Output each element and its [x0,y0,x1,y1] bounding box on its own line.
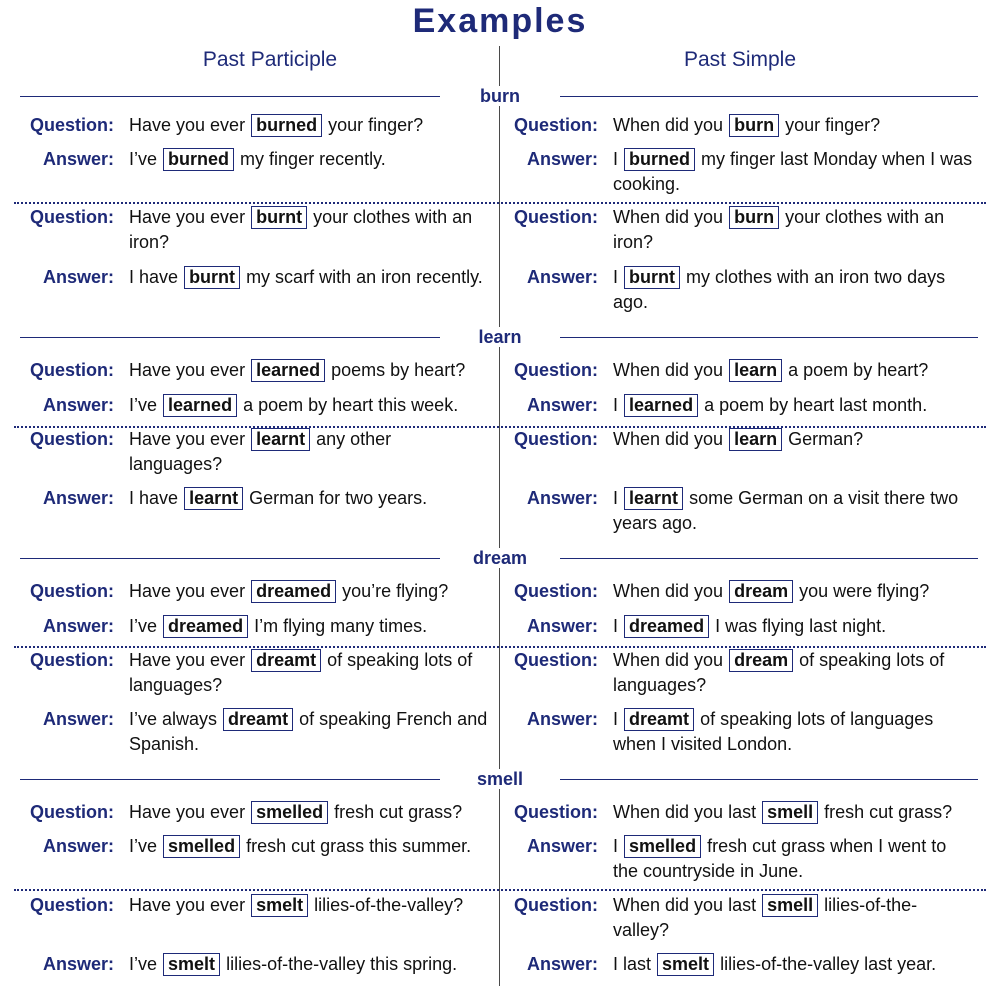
verb-box: learned [251,359,325,382]
a-text-after: I was flying last night. [715,616,887,636]
a-text-after: fresh cut grass this summer. [246,836,472,856]
answer-label: Answer: [42,836,114,856]
q-text-before: When did you last [613,802,757,822]
question-text [129,205,489,255]
a-text-before: I’ve always [129,709,218,729]
column-header-past-simple: Past Simple [683,48,797,71]
question-label: Question: [514,429,598,449]
q-text-before: Have you ever [129,207,246,227]
verb-box: dream [729,649,793,672]
q-text-after: German? [788,429,864,449]
question-text [613,893,973,943]
a-text-before: I’ve [129,954,158,974]
a-text-before: I [613,836,619,856]
q-text-before: When did you [613,429,724,449]
a-text-before: I’ve [129,616,158,636]
q-text-before: Have you ever [129,360,246,380]
q-text-after: your clothes with an iron? [613,207,945,252]
question-text [129,648,489,698]
verb-box: smelled [624,835,701,858]
q-text-before: When did you [613,650,724,670]
a-text-after: my finger recently. [240,149,386,169]
question-text [129,579,489,604]
question-label: Question: [514,115,598,135]
section-verb-heading: burn [440,86,560,106]
q-text-before: When did you [613,581,724,601]
question-label: Question: [514,360,598,380]
verb-box: dreamt [223,708,293,731]
verb-box: learnt [251,428,310,451]
verb-box: smelt [657,953,714,976]
a-text-after: my clothes with an iron two days ago. [613,267,946,312]
q-text-after: lilies-of-the-valley? [314,895,464,915]
verb-box: smell [762,894,818,917]
page-title: Examples [412,2,588,40]
answer-label: Answer: [42,709,114,729]
a-text-after: some German on a visit there two years ago. [613,488,959,533]
q-text-before: When did you [613,360,724,380]
verb-box: dreamt [251,649,321,672]
a-text-after: my scarf with an iron recently. [246,267,483,287]
a-text-before: I [613,709,619,729]
verb-box: learned [163,394,237,417]
question-text [129,113,489,138]
q-text-after: lilies-of-the-valley? [613,895,918,940]
answer-text [129,486,489,511]
question-text [613,205,973,255]
a-text-after: a poem by heart this week. [243,395,459,415]
answer-text [613,952,973,977]
verb-box: learned [624,394,698,417]
answer-text [613,393,973,418]
answer-label: Answer: [526,836,598,856]
verb-box: smelt [163,953,220,976]
answer-label: Answer: [526,709,598,729]
q-text-after: your finger? [328,115,424,135]
q-text-after: you’re flying? [342,581,449,601]
answer-label: Answer: [526,954,598,974]
a-text-after: I’m flying many times. [254,616,428,636]
answer-label: Answer: [42,149,114,169]
answer-text [613,614,973,639]
answer-label: Answer: [526,267,598,287]
verb-box: burnt [251,206,307,229]
q-text-after: your clothes with an iron? [129,207,473,252]
question-text [613,800,973,825]
answer-text [129,147,489,172]
verb-box: smell [762,801,818,824]
answer-text [613,265,973,315]
q-text-before: When did you [613,115,724,135]
a-text-after: of speaking lots of languages when I visited London. [613,709,934,754]
column-header-past-participle: Past Participle [202,48,338,71]
a-text-after: a poem by heart last month. [704,395,928,415]
question-label: Question: [514,650,598,670]
q-text-before: When did you [613,207,724,227]
dotted-separator [14,889,986,891]
verb-box: dreamed [163,615,248,638]
q-text-before: Have you ever [129,895,246,915]
question-label: Question: [30,115,114,135]
a-text-after: lilies-of-the-valley this spring. [226,954,458,974]
q-text-after: of speaking lots of languages? [613,650,945,695]
question-label: Question: [30,429,114,449]
answer-text [129,952,489,977]
verb-box: dreamt [624,708,694,731]
q-text-after: of speaking lots of languages? [129,650,473,695]
q-text-after: a poem by heart? [788,360,929,380]
verb-box: smelled [163,835,240,858]
a-text-before: I [613,488,619,508]
a-text-before: I [613,395,619,415]
verb-box: smelled [251,801,328,824]
question-label: Question: [30,207,114,227]
verb-box: burned [163,148,234,171]
answer-text [129,834,489,859]
answer-text [613,834,973,884]
answer-label: Answer: [526,149,598,169]
a-text-after: my finger last Monday when I was cooking. [613,149,973,194]
verb-box: learnt [624,487,683,510]
question-text [129,427,489,477]
q-text-after: fresh cut grass? [334,802,463,822]
answer-text [613,147,973,197]
question-label: Question: [514,207,598,227]
q-text-before: Have you ever [129,581,246,601]
a-text-before: I’ve [129,836,158,856]
section-verb-heading: dream [440,548,560,568]
dotted-separator [14,202,986,204]
question-text [129,358,489,383]
answer-label: Answer: [526,616,598,636]
verb-box: dream [729,580,793,603]
section-verb-heading: smell [440,769,560,789]
answer-label: Answer: [526,395,598,415]
question-text [129,893,489,918]
verb-box: learn [729,428,782,451]
a-text-after: fresh cut grass when I went to the countryside in June. [613,836,947,881]
verb-box: burned [251,114,322,137]
question-label: Question: [30,895,114,915]
a-text-before: I have [129,488,179,508]
question-label: Question: [30,360,114,380]
answer-label: Answer: [42,267,114,287]
verb-box: burn [729,114,779,137]
answer-text [129,614,489,639]
question-text [613,579,973,604]
question-label: Question: [30,650,114,670]
question-text [129,800,489,825]
verb-box: burn [729,206,779,229]
answer-label: Answer: [42,616,114,636]
question-label: Question: [514,895,598,915]
q-text-after: fresh cut grass? [824,802,953,822]
q-text-before: When did you last [613,895,757,915]
answer-label: Answer: [42,488,114,508]
answer-label: Answer: [526,488,598,508]
a-text-before: I [613,149,619,169]
a-text-before: I last [613,954,652,974]
q-text-after: your finger? [785,115,881,135]
q-text-after: poems by heart? [331,360,466,380]
verb-box: dreamed [251,580,336,603]
question-text [613,648,973,698]
question-text [613,427,973,452]
verb-box: burnt [184,266,240,289]
question-label: Question: [514,581,598,601]
q-text-after: any other languages? [129,429,392,474]
question-text [613,113,973,138]
a-text-after: of speaking French and Spanish. [129,709,488,754]
a-text-before: I’ve [129,149,158,169]
a-text-before: I have [129,267,179,287]
answer-text [613,486,973,536]
q-text-before: Have you ever [129,802,246,822]
a-text-before: I’ve [129,395,158,415]
a-text-before: I [613,267,619,287]
q-text-after: you were flying? [799,581,930,601]
a-text-before: I [613,616,619,636]
answer-text [129,707,489,757]
question-label: Question: [30,581,114,601]
verb-box: burned [624,148,695,171]
question-text [613,358,973,383]
a-text-after: German for two years. [249,488,428,508]
answer-label: Answer: [42,954,114,974]
verb-box: burnt [624,266,680,289]
q-text-before: Have you ever [129,429,246,449]
answer-label: Answer: [42,395,114,415]
question-label: Question: [514,802,598,822]
answer-text [613,707,973,757]
verb-box: learnt [184,487,243,510]
a-text-after: lilies-of-the-valley last year. [720,954,937,974]
question-label: Question: [30,802,114,822]
verb-box: learn [729,359,782,382]
verb-box: smelt [251,894,308,917]
section-verb-heading: learn [440,327,560,347]
q-text-before: Have you ever [129,650,246,670]
verb-box: dreamed [624,615,709,638]
answer-text [129,265,489,290]
answer-text [129,393,489,418]
q-text-before: Have you ever [129,115,246,135]
